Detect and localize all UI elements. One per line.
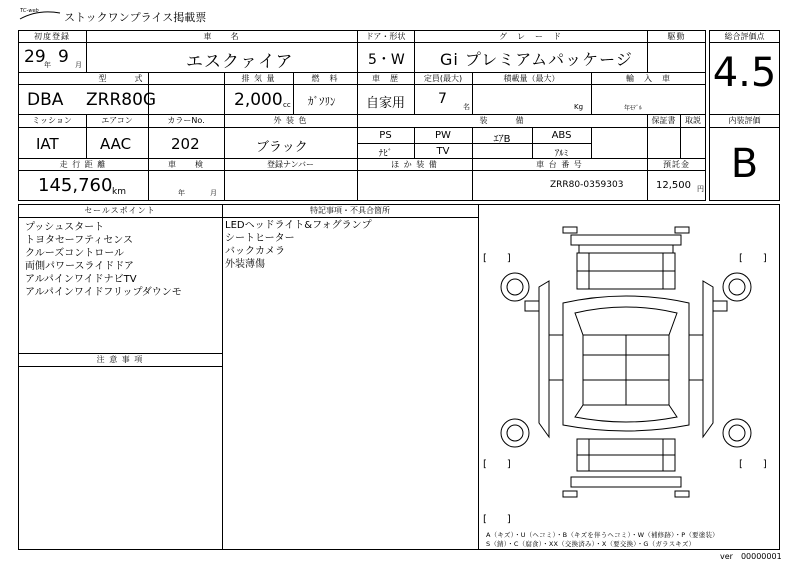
model-value: ZRR80G xyxy=(86,90,157,110)
damage-legend-line2: S（錆）・C（腐食）・XX（交換済み）・X（要交換）・G（ガラスキズ） xyxy=(486,540,696,548)
logo-text: TC-web xyxy=(20,8,39,14)
mission-value: IAT xyxy=(36,135,59,153)
list-item: アルパインワイドナビTV xyxy=(25,274,137,285)
equip-alloy: ｱﾙﾐ xyxy=(554,149,569,159)
list-item: アルパインワイドフリップダウンモ xyxy=(25,287,182,298)
sales-points-list xyxy=(25,221,182,299)
car-damage-diagram xyxy=(479,205,779,530)
list-item: トヨタセーフティセンス xyxy=(25,235,133,246)
reg-number-label: 登録ナンバー xyxy=(266,160,315,169)
deposit-label: 預託金 xyxy=(663,160,690,169)
equip-abs: ABS xyxy=(551,130,572,141)
model-year-unit: 年ﾓﾃﾞﾙ xyxy=(624,105,643,112)
reg-month-value: 9 xyxy=(58,47,69,67)
equip-pw: PW xyxy=(435,130,451,141)
bracket-rear-left: [ ] xyxy=(483,459,511,470)
bracket-front-left: [ ] xyxy=(483,253,511,264)
equipment-label: 装 備 xyxy=(479,116,525,125)
color-no-value: 202 xyxy=(171,135,200,153)
displacement-value: 2,000 xyxy=(234,90,283,110)
capacity-unit: 名 xyxy=(463,103,470,111)
damage-legend-line1: A（キズ）・U（ヘコミ）・B（キズを伴うヘコミ）・W（補修跡）・P（要塗装） xyxy=(486,531,719,539)
model-label: 型 式 xyxy=(98,74,144,83)
first-registration-label: 初度登録 xyxy=(34,32,70,41)
car-outline-icon xyxy=(479,205,779,530)
mission-label: ミッション xyxy=(32,116,72,125)
caution-label: 注 意 事 項 xyxy=(96,355,144,364)
inspection-label: 車 検 xyxy=(168,160,204,169)
exterior-color-label: 外 装 色 xyxy=(273,116,308,125)
equip-airbag: ｴｱB xyxy=(493,134,511,145)
logo xyxy=(18,7,62,23)
chassis-number-value: ZRR80-0359303 xyxy=(550,180,624,190)
bracket-rear-right: [ ] xyxy=(739,459,767,470)
list-item: クルーズコントロール xyxy=(25,248,124,259)
displacement-unit: cc xyxy=(283,101,291,109)
model-prefix-value: DBA xyxy=(27,90,64,110)
aircon-value: AAC xyxy=(100,135,132,153)
interior-score-label: 内装評価 xyxy=(728,116,761,125)
capacity-label: 定員(最大) xyxy=(423,74,463,83)
door-type-value: 5・W xyxy=(368,52,405,68)
grade-label: グ レ ー ド xyxy=(499,32,562,41)
chassis-number-label: 車 台 番 号 xyxy=(536,160,583,169)
other-equipment-label: ほ か 装 備 xyxy=(391,160,438,169)
sales-points-label: セールスポイント xyxy=(84,206,156,215)
drive-label: 駆動 xyxy=(667,32,686,41)
deposit-value: 12,500 xyxy=(656,180,691,191)
inspection-year-unit: 年 xyxy=(178,189,185,197)
list-item: バックカメラ xyxy=(225,246,285,257)
manual-label: 取説 xyxy=(685,116,701,125)
grade-value: Gi プレミアムパッケージ xyxy=(440,50,633,69)
displacement-label: 排 気 量 xyxy=(241,74,276,83)
car-name-label: 車 名 xyxy=(203,32,240,41)
notes-list xyxy=(225,219,372,271)
reg-year-value: 29 xyxy=(24,47,46,67)
fuel-label: 燃 料 xyxy=(311,74,339,83)
bracket-bottom: [ ] xyxy=(483,514,511,525)
list-item: 外装薄傷 xyxy=(225,259,265,270)
inspection-month-unit: 月 xyxy=(210,189,217,197)
version-text: ver 00000001 xyxy=(720,552,782,561)
aircon-label: エアコン xyxy=(101,116,133,125)
mileage-unit: km xyxy=(112,187,126,197)
page-title: ストックワンプライス掲載票 xyxy=(64,11,207,24)
equip-ps: PS xyxy=(379,130,392,141)
deposit-unit: 円 xyxy=(697,185,704,193)
reg-year-unit: 年 xyxy=(44,61,51,69)
load-capacity-label: 積載量（最大） xyxy=(503,74,560,83)
usage-label: 車 歴 xyxy=(372,74,399,83)
door-type-label: ドア・形状 xyxy=(365,32,406,41)
list-item: プッシュスタート xyxy=(25,222,105,233)
list-item: LEDヘッドライト&フォグランプ xyxy=(225,220,372,231)
mileage-label: 走 行 距 離 xyxy=(59,160,107,169)
mileage-value: 145,760 xyxy=(38,175,113,196)
color-no-label: カラーNo. xyxy=(167,116,205,125)
interior-score-value: B xyxy=(730,141,759,187)
list-item: 両側パワースライドドア xyxy=(25,261,134,272)
list-item: シートヒーター xyxy=(225,233,295,244)
equip-navi: ﾅﾋﾞ xyxy=(378,149,393,159)
load-unit: Kg xyxy=(574,103,584,111)
usage-value: 自家用 xyxy=(366,96,406,111)
exterior-color-value: ブラック xyxy=(256,140,308,155)
bracket-front-right: [ ] xyxy=(739,253,767,264)
equip-tv: TV xyxy=(436,146,450,157)
overall-score-value: 4.5 xyxy=(712,50,777,96)
car-name-value: エスクァイア xyxy=(186,52,294,72)
fuel-value: ｶﾞｿﾘﾝ xyxy=(308,95,336,108)
warranty-label: 保証書 xyxy=(651,116,676,125)
notes-label: 特記事項・不具合箇所 xyxy=(310,206,390,215)
reg-month-unit: 月 xyxy=(75,61,82,69)
import-label: 輸 入 車 xyxy=(626,74,671,83)
capacity-value: 7 xyxy=(438,91,447,107)
overall-score-label: 総合評価点 xyxy=(724,32,765,41)
